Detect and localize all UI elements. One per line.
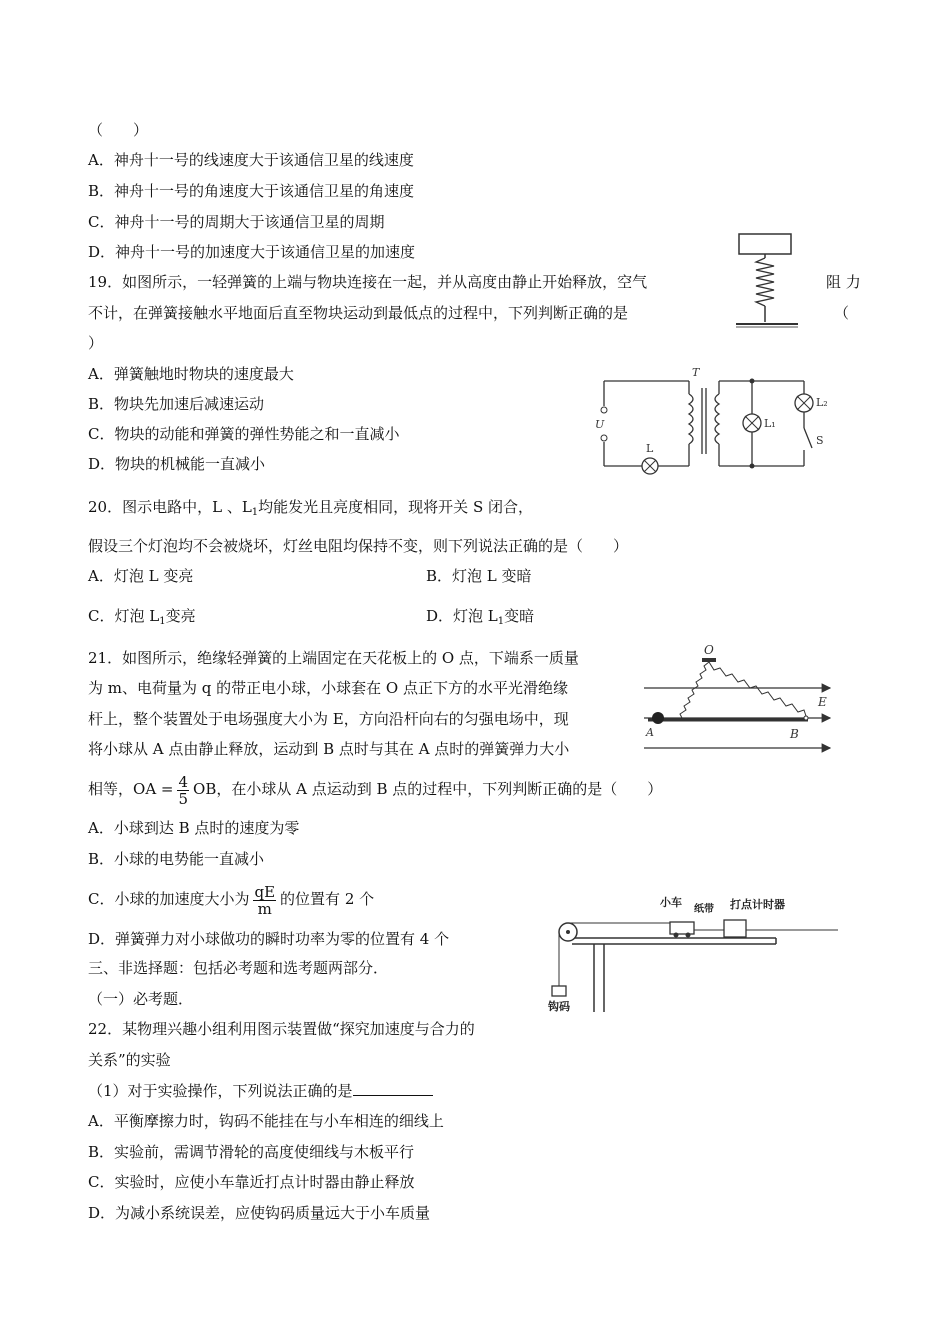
q20-label-t: T <box>692 366 700 379</box>
q20-label-s: S <box>816 434 824 447</box>
q19-option-d: D．物块的机械能一直减小 <box>88 455 266 473</box>
q22-answer-blank[interactable] <box>353 1081 433 1096</box>
q22-option-d: D．为减小系统误差，应使钩码质量远大于小车质量 <box>88 1204 431 1222</box>
q22-label-tape: 纸带 <box>694 904 714 915</box>
q20-stem-line1: 20．图示电路中，L 、$L_1$均能发光且亮度相同，现将开关 S 闭合， <box>88 498 533 518</box>
q22-option-a: A．平衡摩擦力时，钩码不能挂在与小车相连的细线上 <box>88 1112 444 1130</box>
q20-label-l2: L₂ <box>816 396 828 409</box>
section3-title: 三、非选择题：包括必考题和选考题两部分． <box>88 959 389 977</box>
q22-part1: （1）对于实验操作，下列说法正确的是 <box>88 1081 433 1101</box>
q19-stem-line1: 19．如图所示，一轻弹簧的上端与物块连接在一起，并从高度由静止开始释放，空气 <box>88 273 648 291</box>
section3-subtitle: （一）必考题． <box>88 990 194 1008</box>
q21-stem-line3: 杆上，整个装置处于电场强度大小为 E，方向沿杆向右的匀强电场中，现 <box>88 710 569 728</box>
q19-stem-line3: ） <box>88 334 104 352</box>
q19-option-c: C．物块的动能和弹簧的弹性势能之和一直减小 <box>88 425 400 443</box>
q22-option-b: B．实验前，需调节滑轮的高度使细线与木板平行 <box>88 1143 415 1161</box>
q20-stem-line2: 假设三个灯泡均不会被烧坏，灯丝电阻均保持不变，则下列说法正确的是（ ） <box>88 537 629 555</box>
q20-label-l1: L₁ <box>764 417 776 430</box>
q21-label-e: E <box>818 695 827 709</box>
q19-stem-line1-tail: 阻 力 <box>826 273 861 291</box>
q18-option-c: C．神舟十一号的周期大于该通信卫星的周期 <box>88 213 385 231</box>
q19-option-a: A．弹簧触地时物块的速度最大 <box>88 365 294 383</box>
q18-option-b: B．神舟十一号的角速度大于该通信卫星的角速度 <box>88 182 415 200</box>
q18-option-a: A．神舟十一号的线速度大于该通信卫星的线速度 <box>88 151 414 169</box>
q18-option-d: D．神舟十一号的加速度大于该通信卫星的加速度 <box>88 243 416 261</box>
q21-field-figure <box>640 640 840 760</box>
q21-stem-line4: 将小球从 A 点由静止释放，运动到 B 点时与其在 A 点时的弹簧弹力大小 <box>88 740 570 758</box>
q22-label-timer: 打点计时器 <box>730 898 785 911</box>
q21-label-a: A <box>646 726 654 739</box>
q19-spring-figure <box>730 232 804 332</box>
q21-stem-line1: 21．如图所示，绝缘轻弹簧的上端固定在天花板上的 O 点，下端系一质量 <box>88 649 579 667</box>
q21-label-b: B <box>790 727 799 741</box>
q21-option-c-fraction: $\frac{qE}{m}$ <box>254 882 276 918</box>
q19-option-b: B．物块先加速后减速运动 <box>88 395 265 413</box>
q19-stem-line2: 不计，在弹簧接触水平地面后直至物块运动到最低点的过程中，下列判断正确的是 <box>88 304 629 322</box>
q20-option-a: A．灯泡 L 变亮 <box>88 567 194 585</box>
q22-label-car: 小车 <box>660 896 682 909</box>
q22-option-c: C．实验时，应使小车靠近打点计时器由静止释放 <box>88 1173 415 1191</box>
q20-label-u: U <box>595 418 605 431</box>
q18-bracket: （ ） <box>88 121 149 139</box>
q20-circuit-figure <box>594 366 844 476</box>
q21-stem-line5: 相等，OA = $\frac{4}{5}$ OB，在小球从 A 点运动到 B 点的过程中，下列判断正确的是（ ） <box>88 772 663 808</box>
q21-option-c: C．小球的加速度大小为 $\frac{qE}{m}$ 的位置有 2 个 <box>88 882 375 918</box>
q19-stem-line2-tail: （ <box>834 304 850 322</box>
q20-label-l: L <box>646 442 654 455</box>
q20-option-c: C．灯泡 $L_1$变亮 <box>88 607 196 627</box>
q22-stem-line2: 关系”的实验 <box>88 1051 171 1069</box>
q22-stem-line1: 22．某物理兴趣小组利用图示装置做“探究加速度与合力的 <box>88 1020 475 1038</box>
q21-stem-line2: 为 m、电荷量为 q 的带正电小球，小球套在 O 点正下方的水平光滑绝缘 <box>88 679 568 697</box>
q20-option-b: B．灯泡 L 变暗 <box>426 567 532 585</box>
q21-option-b: B．小球的电势能一直减小 <box>88 850 265 868</box>
q21-fraction: $\frac{4}{5}$ <box>178 772 189 808</box>
q21-option-d: D．弹簧弹力对小球做功的瞬时功率为零的位置有 4 个 <box>88 930 450 948</box>
q21-label-o: O <box>704 643 714 657</box>
q22-label-weight: 钩码 <box>548 1000 570 1012</box>
q21-option-a: A．小球到达 B 点时的速度为零 <box>88 819 300 837</box>
q20-option-d: D．灯泡 $L_1$变暗 <box>426 607 535 627</box>
q22-cart-figure <box>548 890 848 1012</box>
